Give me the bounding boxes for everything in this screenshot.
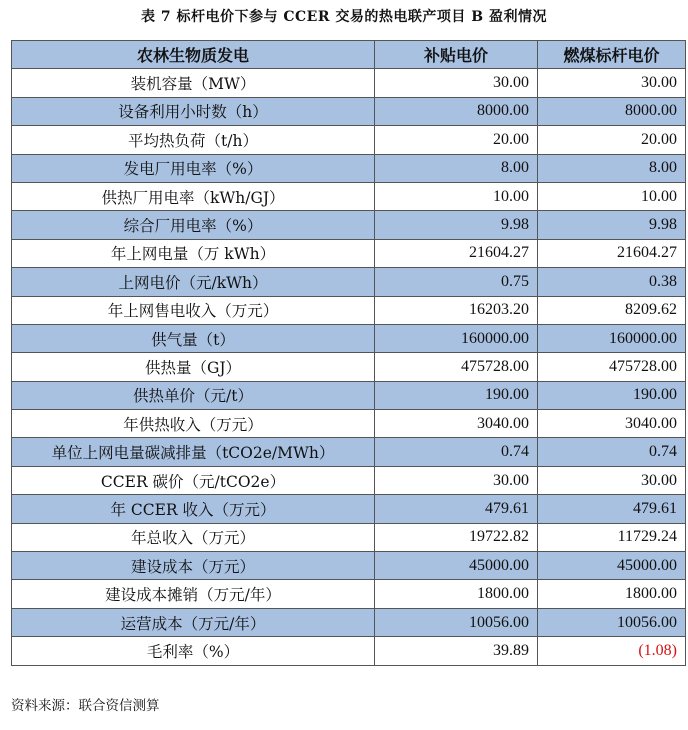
column-header-coal-benchmark-price: 燃煤标杆电价 [538, 41, 686, 69]
subsidy-value: 8.00 [375, 154, 538, 182]
table-row [12, 410, 686, 438]
profitability-table [11, 40, 686, 666]
subsidy-value: 39.89 [375, 637, 538, 665]
subsidy-value: 1800.00 [375, 580, 538, 608]
row-label: 综合厂用电率（%） [12, 211, 375, 239]
table-caption: 表 7 标杆电价下参与 CCER 交易的热电联产项目 B 盈利情况 [141, 9, 547, 25]
subsidy-value: 10.00 [375, 182, 538, 210]
row-label: 供热单价（元/t） [12, 381, 375, 409]
subsidy-value: 30.00 [375, 466, 538, 494]
coal-value: 10056.00 [538, 608, 686, 636]
coal-value: 9.98 [538, 211, 686, 239]
coal-value: 8.00 [538, 154, 686, 182]
coal-value: 479.61 [538, 495, 686, 523]
table-row [12, 154, 686, 182]
table-row [12, 296, 686, 324]
subsidy-value: 9.98 [375, 211, 538, 239]
row-label: 年上网电量（万 kWh） [12, 239, 375, 267]
table-row [12, 353, 686, 381]
row-label: 年总收入（万元） [12, 523, 375, 551]
row-label: 发电厂用电率（%） [12, 154, 375, 182]
row-label: 年上网售电收入（万元） [12, 296, 375, 324]
coal-value: 30.00 [538, 69, 686, 97]
row-label: 运营成本（万元/年） [12, 608, 375, 636]
row-label: 年 CCER 收入（万元） [12, 495, 375, 523]
subsidy-value: 21604.27 [375, 239, 538, 267]
table-row [12, 438, 686, 466]
table-row [12, 523, 686, 551]
source-note: 资料来源：联合资信测算 [11, 698, 160, 714]
coal-value: 11729.24 [538, 523, 686, 551]
table-row [12, 381, 686, 409]
row-label: 毛利率（%） [12, 637, 375, 665]
table-row [12, 495, 686, 523]
coal-value: 20.00 [538, 126, 686, 154]
subsidy-value: 190.00 [375, 381, 538, 409]
coal-value: 160000.00 [538, 324, 686, 352]
row-label: 装机容量（MW） [12, 69, 375, 97]
table-row [12, 580, 686, 608]
subsidy-value: 3040.00 [375, 410, 538, 438]
table-row [12, 97, 686, 125]
column-header-subsidy-price: 补贴电价 [375, 41, 538, 69]
table-row [12, 69, 686, 97]
subsidy-value: 16203.20 [375, 296, 538, 324]
row-label: 建设成本（万元） [12, 552, 375, 580]
subsidy-value: 45000.00 [375, 552, 538, 580]
table-row [12, 182, 686, 210]
subsidy-value: 10056.00 [375, 608, 538, 636]
coal-value: 21604.27 [538, 239, 686, 267]
row-label: 平均热负荷（t/h） [12, 126, 375, 154]
table-row [12, 552, 686, 580]
table-row [12, 324, 686, 352]
coal-value: 8000.00 [538, 97, 686, 125]
row-label: 年供热收入（万元） [12, 410, 375, 438]
subsidy-value: 8000.00 [375, 97, 538, 125]
subsidy-value: 19722.82 [375, 523, 538, 551]
row-label: 供气量（t） [12, 324, 375, 352]
coal-value: 3040.00 [538, 410, 686, 438]
coal-value: 1800.00 [538, 580, 686, 608]
table-header-row [12, 41, 686, 69]
row-label: 设备利用小时数（h） [12, 97, 375, 125]
coal-value: 190.00 [538, 381, 686, 409]
row-label: 单位上网电量碳减排量（tCO2e/MWh） [12, 438, 375, 466]
table-row [12, 211, 686, 239]
column-header-category: 农林生物质发电 [12, 41, 375, 69]
table-row [12, 608, 686, 636]
subsidy-value: 160000.00 [375, 324, 538, 352]
subsidy-value: 20.00 [375, 126, 538, 154]
row-label: CCER 碳价（元/tCO2e） [12, 466, 375, 494]
subsidy-value: 0.74 [375, 438, 538, 466]
row-label: 供热量（GJ） [12, 353, 375, 381]
subsidy-value: 479.61 [375, 495, 538, 523]
table-row [12, 126, 686, 154]
subsidy-value: 30.00 [375, 69, 538, 97]
table-row [12, 268, 686, 296]
coal-value: 0.38 [538, 268, 686, 296]
coal-value: 0.74 [538, 438, 686, 466]
row-label: 上网电价（元/kWh） [12, 268, 375, 296]
row-label: 供热厂用电率（kWh/GJ） [12, 182, 375, 210]
table-row [12, 466, 686, 494]
row-label: 建设成本摊销（万元/年） [12, 580, 375, 608]
coal-value: 45000.00 [538, 552, 686, 580]
coal-value: 10.00 [538, 182, 686, 210]
subsidy-value: 0.75 [375, 268, 538, 296]
coal-value: 8209.62 [538, 296, 686, 324]
coal-value: 475728.00 [538, 353, 686, 381]
table-row [12, 637, 686, 665]
table-row [12, 239, 686, 267]
subsidy-value: 475728.00 [375, 353, 538, 381]
coal-value: 30.00 [538, 466, 686, 494]
coal-value: (1.08) [538, 637, 686, 665]
